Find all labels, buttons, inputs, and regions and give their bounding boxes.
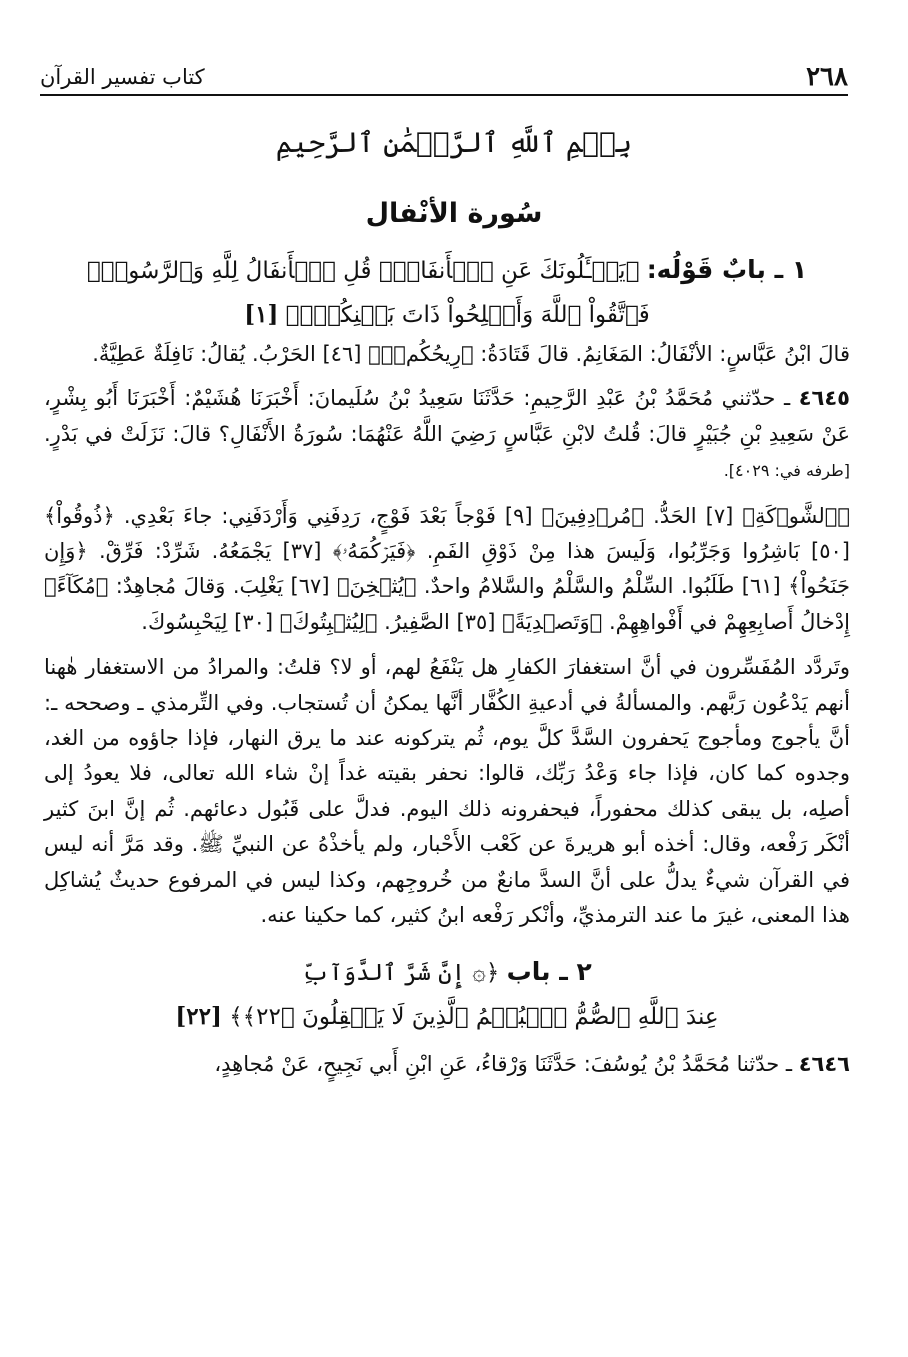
- chapter-2-verse-ref: [٢٢]: [175, 1002, 222, 1030]
- chapter-1-label: ١ ـ بابٌ قَوْلُه:: [646, 255, 808, 284]
- chapter-1-verse-line-2: فَٱتَّقُواْ ٱللَّهَ وَأَصۡلِحُواْ ذَاتَ بَيۡنِكُمۡۖ﴾: [285, 302, 650, 328]
- hadith-4645-cross-ref: [طرفه في: ٤٠٢٩].: [723, 461, 850, 481]
- surah-title: سُورة الأنْفال: [365, 198, 543, 229]
- chapter-2-verse-line-2: عِندَ ٱللَّهِ ٱلصُّمُّ ٱلۡبُكۡمُ ٱلَّذِينَ لَا يَعۡقِلُونَ ﴿٢٢﴾﴾: [229, 1003, 719, 1030]
- commentary-paragraph: وتَردَّد المُفَسِّرون في أنَّ استغفارَ الكفارِ هل يَنْفَعُ لهم، أو لا؟ قلتُ: والمرادُ من الاستغفار هٰهنا أنهم يَدْعُون رَبَّهم. والمسألةُ في أدعيةِ الكُفَّار أنَّها يمكنُ أن تُستجاب. وفي التِّرمذي ـ وصححه ـ: أنَّ يأجوج ومأجوج يَحفرون السَّدَّ كلَّ يوم، ثُم يتركونه عند ما يرق النهار، فإذا جاؤوه من الغد، وجدوه كما كان، فإذا جاء وَعْدُ رَبِّك، قالوا: نحفر بقيته غداً إنْ شاء الله تعالى، فلا يعودُ إلى أصلِه، بل يبقى كذلك محفوراً، فيحفرونه ذلك اليوم. فدلَّ على قَبُول دعائهم. ثُم إنَّ ابنَ كثير أنْكَر رَفْعه، وقال: أخذه أبو هريرةَ عن كَعْب الأَحْبار، ولم يأخذْهُ عن النبيِّ ﷺ. وقد مَرَّ أنه ليس في القرآن شيءٌ يدلُّ على أنَّ السدَّ مانعٌ من خُروجِهم، وكذا ليس في المرفوع حديثٌ يُشاكِل هذا المعنى، غيرَ ما عند الترمذيِّ، وأنْكر رَفْعه ابنُ كثير، كما حكينا عنه.: [44, 655, 850, 928]
- hadith-4646-number: ٤٦٤٦: [798, 1051, 850, 1076]
- chapter-heading-2: [44, 950, 850, 1039]
- chapter-1-second-line: [44, 293, 850, 337]
- chapter-1-first-line: [44, 248, 850, 293]
- page-number: ٢٦٨: [806, 62, 848, 92]
- page-header: [40, 58, 848, 92]
- running-title: كتاب تفسير القرآن: [40, 65, 205, 89]
- chapter-2-second-line: [44, 995, 850, 1039]
- ibn-abbas-note: قالَ ابْنُ عَبَّاسٍ: الأنْفَالُ: المَغَانِمُ. قالَ قَتَادَةُ: ﴿رِيحُكُمۡۖ﴾ [٤٦] الحَرْبُ. يُقالُ: نَافِلَةٌ عَطِيَّةٌ.: [92, 342, 850, 366]
- basmala: بِسۡمِ ٱللَّهِ ٱلرَّحۡمَٰنِ ٱلرَّحِيمِ: [275, 126, 633, 159]
- chapter-1-verse-line-1: ﴿يَسۡـَٔلُونَكَ عَنِ ٱلۡأَنفَالِۖ قُلِ ٱلۡأَنفَالُ لِلَّهِ وَٱلرَّسُولِۖ: [86, 258, 640, 284]
- hadith-4645-text: ـ حدّثني مُحَمَّدُ بْنُ عَبْدِ الرَّحِيمِ: حَدَّثَنَا سَعِيدُ بْنُ سُلَيمانَ: أَخْبَرَنَا هُشَيْمٌ: أَخْبَرَنَا أَبُو بِشْرٍ، عَنْ سَعِيدِ بْنِ جُبَيْرٍ قالَ: قُلتُ لابْنِ عَبَّاسٍ رَضِيَ اللَّهُ عَنْهُمَا: سُورَةُ الأَنْفَالِ؟ قالَ: نَزَلَتْ في بَدْرٍ.: [44, 386, 850, 446]
- hadith-4646-text: ـ حدّثنا مُحَمَّدُ بْنُ يُوسُفَ: حَدَّثَنَا وَرْقاءُ، عَنِ ابْنِ أَبي نَجِيحٍ، عَنْ مُجاهِدٍ،: [214, 1051, 799, 1076]
- chapter-1-verse-ref: [١]: [244, 301, 279, 328]
- chapter-2-label: ٢ ـ باب: [506, 956, 592, 986]
- hadith-4646: [44, 1047, 850, 1082]
- chapter-2-first-line: [44, 950, 850, 995]
- page-body: [44, 248, 850, 1082]
- header-rule: [40, 94, 848, 96]
- hadith-4645: [44, 381, 850, 488]
- glossary-paragraph: ﴿ٱلشَّوۡكَةِ﴾ [٧] الحَدُّ. ﴿مُرۡدِفِينَ﴾ [٩] فَوْجاً بَعْدَ فَوْجٍ، رَدِفَنِي وَأَرْدَفَنِي: جاءَ بَعْدِي. ﴿ذُوقُواْ﴾ [٥٠] بَاشِرُوا وَجَرِّبُوا، وَلَيسَ هذا مِنْ ذَوْقِ الفَمِ. ﴿فَيَرۡكُمَهُۥ﴾ [٣٧] يَجْمَعُهُ. شَرِّدْ: فَرِّقْ. ﴿وَإِن جَنَحُواْ﴾ [٦١] طَلَبُوا. السِّلْمُ والسَّلْمُ والسَّلامُ واحدٌ. ﴿يُثۡخِنَ﴾ [٦٧] يَغْلِبَ. وَقالَ مُجاهِدٌ: ﴿مُكَآءً﴾ إِدْخالُ أَصابِعِهِمْ في أَفْواهِهِمْ. ﴿وَتَصۡدِيَةً﴾ [٣٥] الصَّفِيرُ. ﴿لِيُثۡبِتُوكَ﴾ [٣٠] لِيَحْبِسُوكَ.: [44, 503, 851, 634]
- chapter-heading-1: [44, 248, 850, 337]
- hadith-4645-number: ٤٦٤٥: [798, 386, 850, 411]
- chapter-2-verse-line-1: ﴿۞ إِنَّ شَرَّ ٱلدَّوَآبِّ: [302, 959, 500, 986]
